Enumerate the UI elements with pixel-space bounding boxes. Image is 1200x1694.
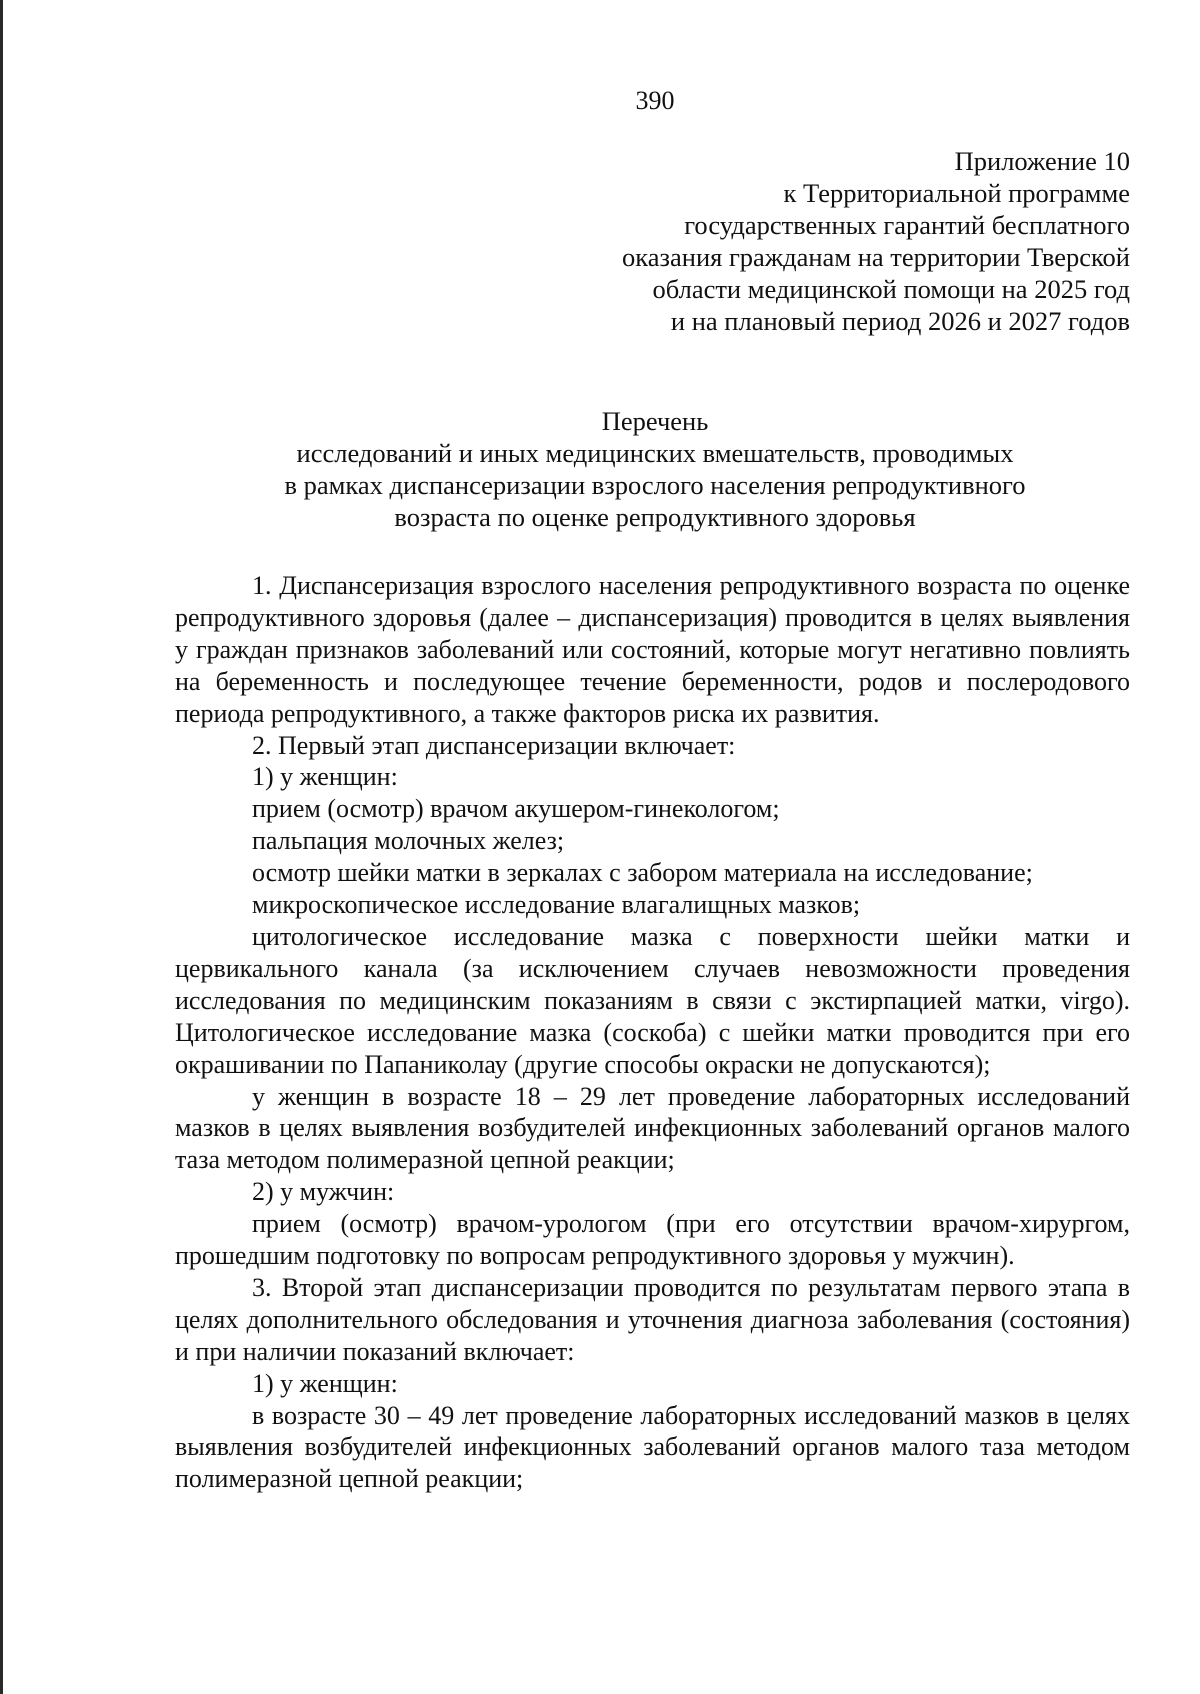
scan-edge — [0, 0, 3, 1694]
page-number: 390 — [635, 86, 675, 115]
list-item: пальпация молочных желез; — [252, 826, 565, 856]
list-item: у женщин в возрасте 18 – 29 лет проведение лабораторных исследований мазков в целях выявления возбудителей инфекционных заболеваний органов малого таза методом полимеразной цепной реакции; — [175, 1081, 1130, 1175]
appendix-line: Приложение 10 — [954, 146, 1130, 176]
list-item: цитологическое исследование мазка с поверхности шейки матки и цервикального канала (за исключением случаев невозможности проведения исследования по медицинским показаниям в связи с экстирпацией матки, virgo). Цитологическое исследование мазка (соскоба) с шейки матки проводится при его окрашивании по Папаниколау (другие способы окраски не допускаются); — [175, 921, 1130, 1079]
appendix-line: к Территориальной программе — [783, 178, 1130, 208]
paragraph-2-heading: 2. Первый этап диспансеризации включает: — [252, 730, 736, 760]
list-item: прием (осмотр) врачом-урологом (при его отсутствии врачом-хирургом, прошедшим подготовку по вопросам репродуктивного здоровья у мужчин). — [175, 1209, 1130, 1271]
list-item: в возрасте 30 – 49 лет проведение лабораторных исследований мазков в целях выявления возбудителей инфекционных заболеваний органов малого таза методом полимеразной цепной реакции; — [175, 1400, 1130, 1494]
women-subheading: 1) у женщин: — [252, 1368, 398, 1398]
document-body — [175, 570, 1130, 1495]
title-line: исследований и иных медицинских вмешательств, проводимых — [296, 438, 1014, 468]
paragraph-3: 3. Второй этап диспансеризации проводится по результатам первого этапа в целях дополнительного обследования и уточнения диагноза заболевания (состояния) и при наличии показаний включает: — [175, 1272, 1130, 1366]
men-subheading: 2) у мужчин: — [252, 1177, 395, 1207]
document-title — [130, 405, 1180, 533]
list-item: осмотр шейки матки в зеркалах с забором материала на исследование; — [252, 858, 1033, 888]
title-line: возраста по оценке репродуктивного здоровья — [394, 502, 916, 532]
title-line: в рамках диспансеризации взрослого населения репродуктивного — [284, 470, 1026, 500]
list-item: микроскопическое исследование влагалищных мазков; — [252, 890, 861, 920]
list-item: прием (осмотр) врачом акушером-гинекологом; — [252, 794, 780, 824]
appendix-header — [430, 145, 1130, 337]
appendix-line: области медицинской помощи на 2025 год — [652, 274, 1130, 304]
appendix-line: государственных гарантий бесплатного — [684, 210, 1130, 240]
paragraph-1: 1. Диспансеризация взрослого населения репродуктивного возраста по оценке репродуктивного здоровья (далее – диспансеризация) проводится в целях выявления у граждан признаков заболеваний или состояний, которые могут негативно повлиять на беременность и последующее течение беременности, родов и послеродового периода репродуктивного, а также факторов риска их развития. — [175, 571, 1130, 728]
appendix-line: и на плановый период 2026 и 2027 годов — [670, 306, 1130, 336]
title-line: Перечень — [601, 406, 709, 436]
women-subheading: 1) у женщин: — [252, 762, 398, 792]
appendix-line: оказания гражданам на территории Тверской — [622, 242, 1130, 272]
